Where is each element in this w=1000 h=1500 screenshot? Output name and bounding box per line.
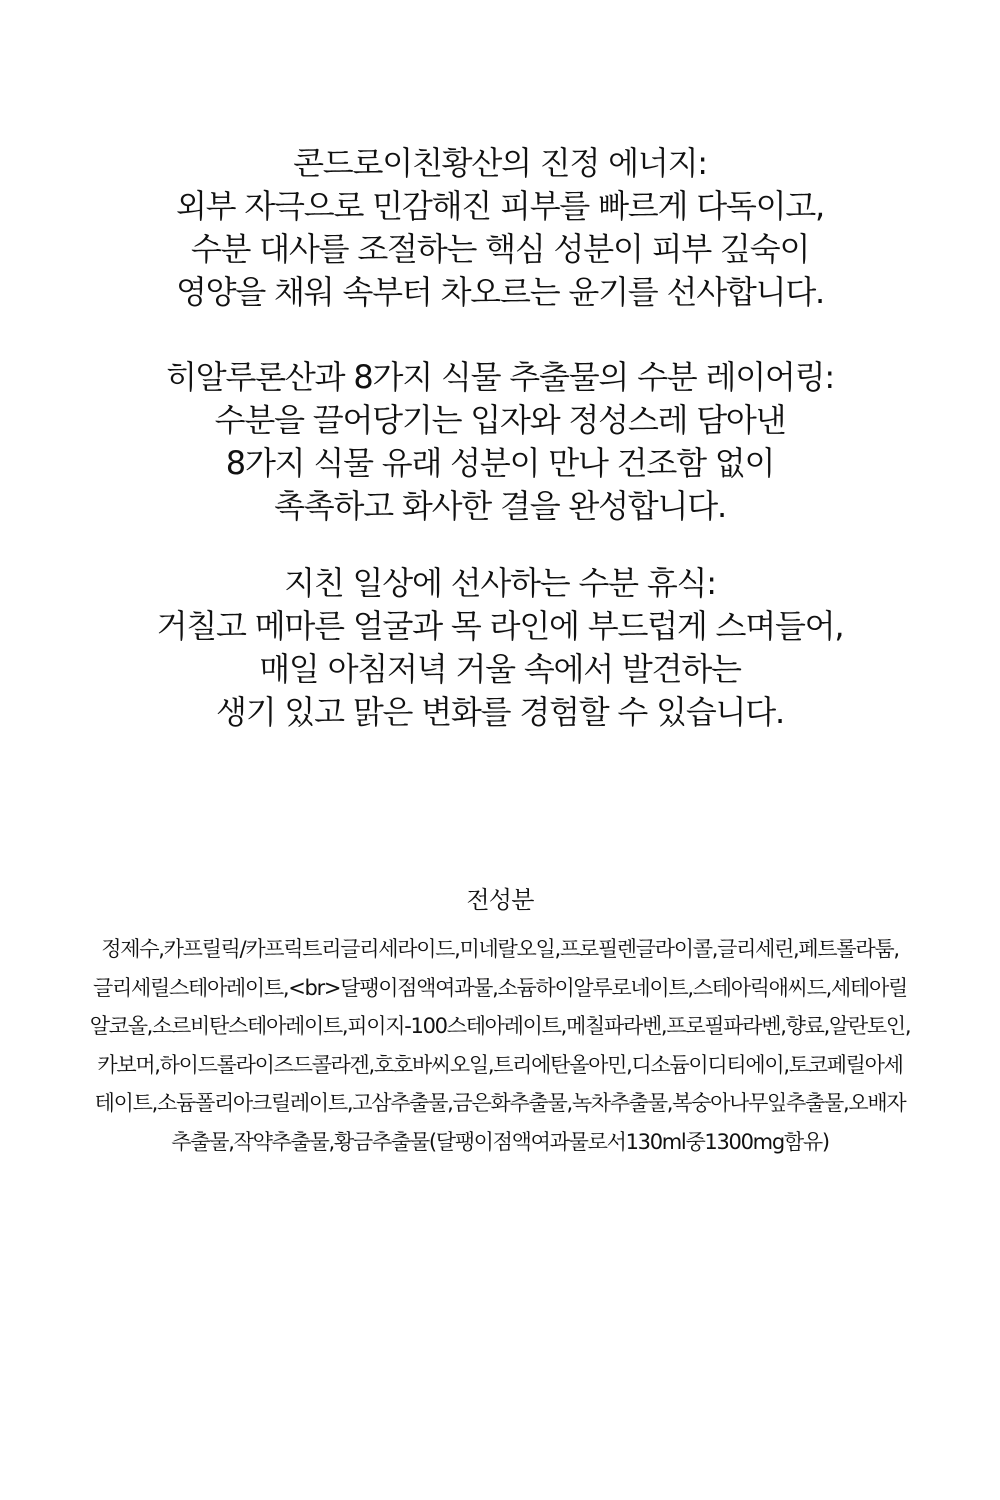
ingredients-line: 글리세릴스테아레이트,<br>달팽이점액여과물,소듐하이알루로네이트,스테아릭애씨드,세테아릴 — [93, 975, 907, 1000]
description-line: 히알루론산과 8가지 식물 추출물의 수분 레이어링: — [166, 358, 834, 396]
description-line: 콘드로이친황산의 진정 에너지: — [293, 144, 707, 182]
ingredients-line: 정제수,카프릴릭/카프릭트리글리세라이드,미네랄오일,프로필렌글라이콜,글리세린,페트롤라툼, — [101, 937, 899, 961]
description-line: 거칠고 메마른 얼굴과 목 라인에 부드럽게 스며들어, — [156, 607, 844, 645]
ingredients-line: 테이트,소듐폴리아크릴레이트,고삼추출물,금은화추출물,녹차추출물,복숭아나무잎추출물,오배자 — [94, 1091, 906, 1115]
description-line: 지친 일상에 선사하는 수분 휴식: — [284, 564, 716, 602]
description-section-soothing — [0, 142, 1000, 314]
description-line: 촉촉하고 화사한 결을 완성합니다. — [274, 487, 726, 525]
description-section-hydration — [0, 356, 1000, 528]
description-line: 수분을 끌어당기는 입자와 정성스레 담아낸 — [214, 401, 786, 439]
description-line: 8가지 식물 유래 성분이 만나 건조함 없이 — [225, 444, 775, 482]
ingredients-line: 알코올,소르비탄스테아레이트,피이지-100스테아레이트,메칠파라벤,프로필파라벤,향료,알란토인, — [89, 1014, 911, 1038]
ingredients-line: 추출물,작약추출물,황금추출물(달팽이점액여과물로서130ml중1300mg함유) — [171, 1129, 829, 1154]
ingredients-list — [0, 930, 1000, 1161]
description-line: 외부 자극으로 민감해진 피부를 빠르게 다독이고, — [175, 187, 825, 225]
description-line: 매일 아침저녁 거울 속에서 발견하는 — [259, 650, 741, 688]
ingredients-line: 카보머,하이드롤라이즈드콜라겐,호호바씨오일,트리에탄올아민,디소듐이디티에이,토코페릴아세 — [97, 1052, 903, 1077]
description-line: 영양을 채워 속부터 차오르는 윤기를 선사합니다. — [175, 273, 825, 311]
description-line: 생기 있고 맑은 변화를 경험할 수 있습니다. — [216, 693, 784, 731]
ingredients-title: 전성분 — [466, 886, 534, 914]
description-section-rest — [0, 562, 1000, 734]
description-line: 수분 대사를 조절하는 핵심 성분이 피부 깊숙이 — [190, 230, 810, 268]
